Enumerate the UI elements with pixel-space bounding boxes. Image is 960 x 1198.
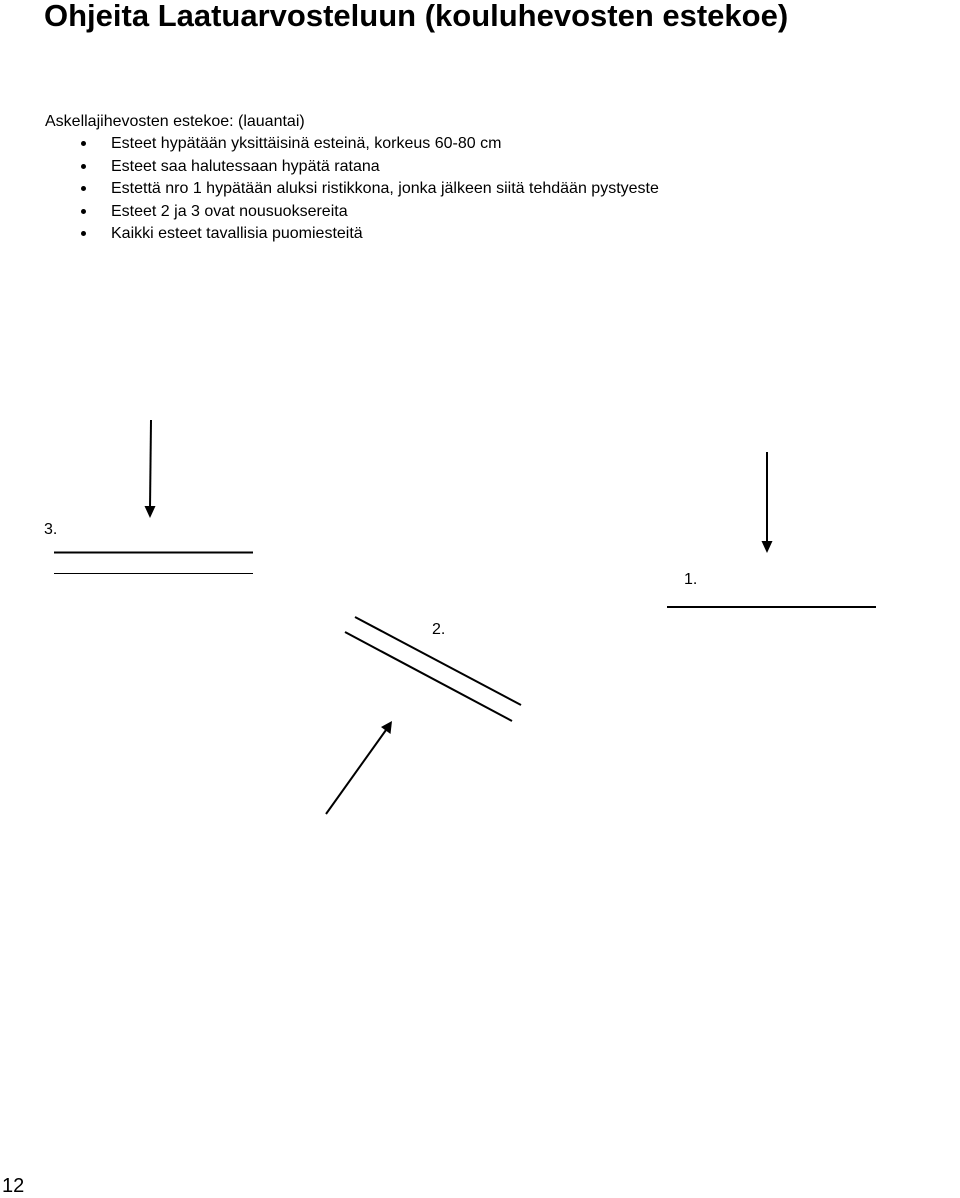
obstacle-3 bbox=[44, 521, 253, 574]
arrow-head-up-right-icon bbox=[381, 721, 392, 734]
obstacle-1 bbox=[667, 571, 876, 607]
arrow-head-down-icon bbox=[145, 506, 156, 518]
rule-text: Esteet hypätään yksittäisinä esteinä, korkeus 60-80 cm bbox=[111, 135, 502, 152]
arrow-head-down-icon bbox=[762, 541, 773, 553]
approach-arrow-2 bbox=[326, 721, 392, 814]
rule-text: Esteet saa halutessaan hypätä ratana bbox=[111, 157, 380, 175]
approach-arrow-1 bbox=[762, 452, 773, 553]
obstacle-2-back-pole bbox=[345, 632, 512, 721]
arrow-shaft bbox=[326, 730, 386, 814]
arrow-shaft bbox=[150, 420, 151, 508]
obstacle-1-label: 1. bbox=[684, 571, 698, 588]
approach-arrow-3 bbox=[145, 420, 156, 518]
page-number: 12 bbox=[2, 1175, 25, 1197]
rule-text: Kaikki esteet tavallisia puomiesteitä bbox=[111, 225, 363, 242]
obstacle-2-label: 2. bbox=[432, 621, 446, 638]
page-title: Ohjeita Laatuarvosteluun (kouluhevosten estekoe) bbox=[44, 0, 789, 33]
rule-text: Esteet 2 ja 3 ovat nousuoksereita bbox=[111, 202, 348, 220]
intro-heading: Askellajihevosten estekoe: (lauantai) bbox=[45, 113, 305, 130]
obstacle-3-label: 3. bbox=[44, 521, 58, 538]
obstacle-2 bbox=[345, 617, 521, 721]
rule-text: Estettä nro 1 hypätään aluksi ristikkona, jonka jälkeen siitä tehdään pystyeste bbox=[111, 180, 659, 197]
